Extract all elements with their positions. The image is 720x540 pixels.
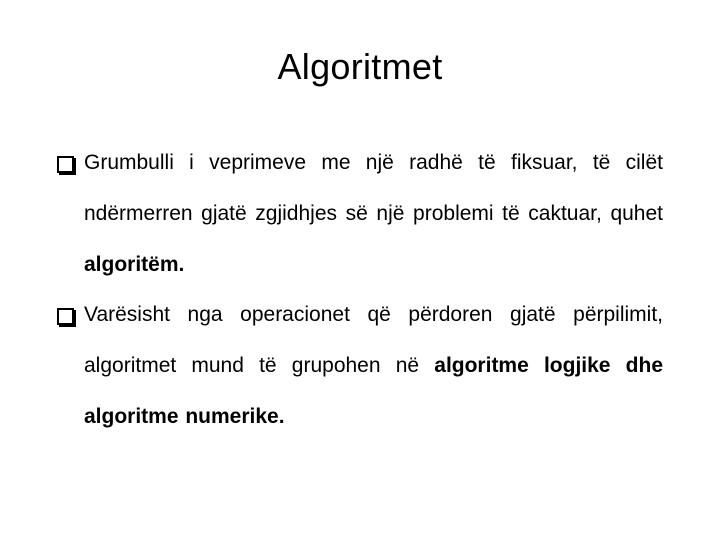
- bullet-item-1: [57, 150, 663, 290]
- bullet-text-2: [84, 289, 663, 442]
- bullet-2-plain-text: Varësisht nga operacionet që përdoren gjatë përpilimit, algoritmet mund të grupohen në: [84, 303, 663, 377]
- bullet-2-bold-term: algoritme logjike dhe algoritme numerike.: [84, 354, 663, 428]
- bullet-1-plain-text: Grumbulli i veprimeve me një radhë të fiksuar, të cilët ndërmerren gjatë zgjidhjes së një problemi të caktuar, quhet: [84, 151, 663, 225]
- slide-title: Algoritmet: [277, 46, 443, 87]
- bullet-item-2: [57, 302, 663, 442]
- bullet-1-bold-term: algoritëm.: [84, 253, 185, 276]
- checkbox-bullet-icon: [57, 156, 74, 173]
- bullet-text-1: [84, 137, 663, 290]
- checkbox-bullet-icon: [57, 308, 74, 325]
